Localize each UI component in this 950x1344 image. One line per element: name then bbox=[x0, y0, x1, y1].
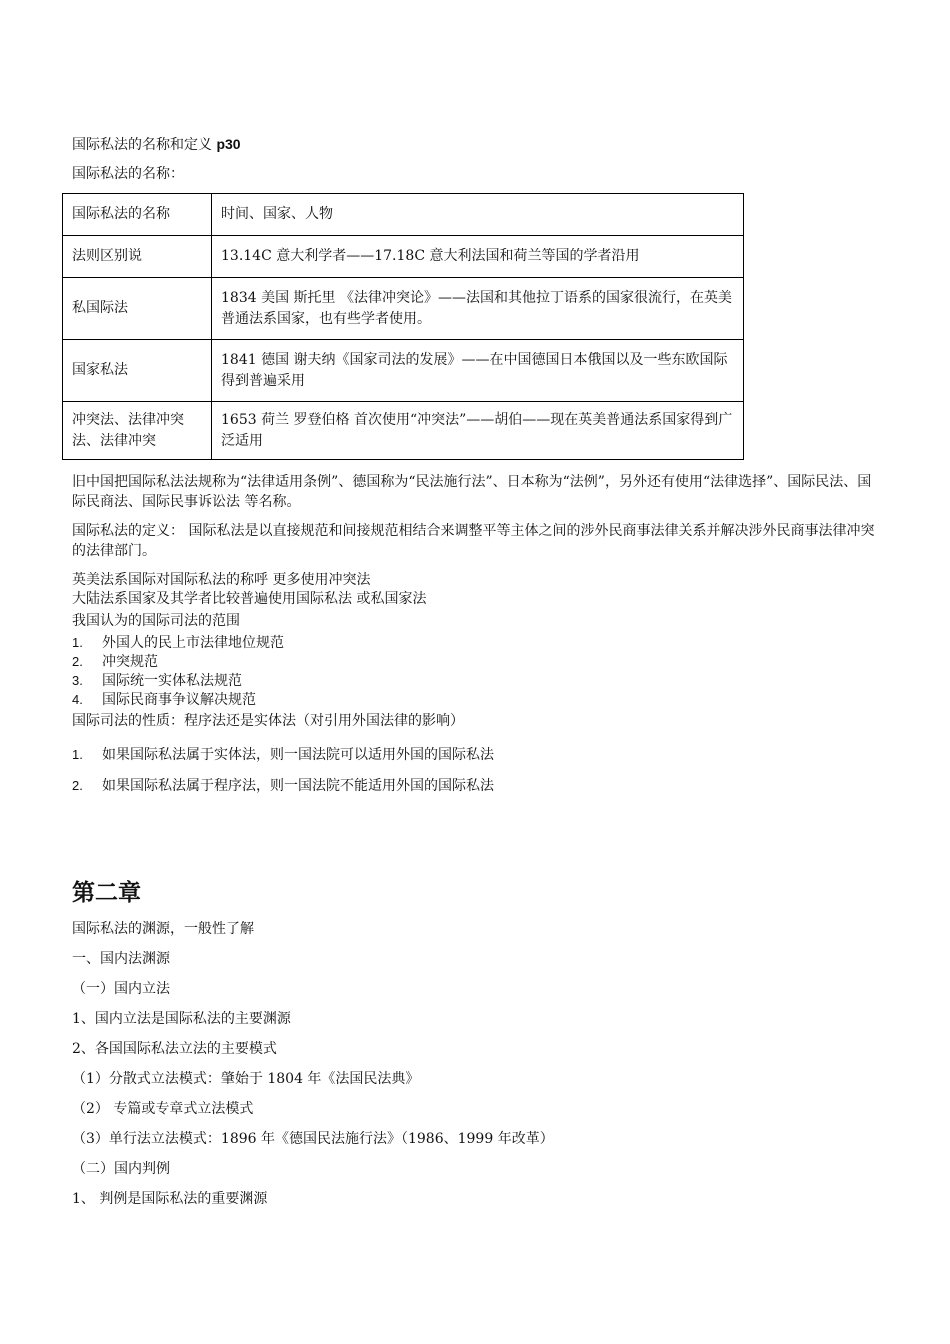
table-cell-desc: 1834 美国 斯托里 《法律冲突论》——法国和其他拉丁语系的国家很流行，在英美普通法系国家，也有些学者使用。 bbox=[212, 278, 744, 340]
nature-title: 国际司法的性质：程序法还是实体法（对引用外国法律的影响） bbox=[72, 713, 464, 729]
section-title bbox=[72, 135, 241, 154]
chapter-line: （一）国内立法 bbox=[72, 981, 170, 997]
table-cell-desc: 1653 荷兰 罗登伯格 首次使用“冲突法”——胡伯——现在英美普通法系国家得到广泛适用 bbox=[212, 402, 744, 460]
table-row bbox=[63, 278, 744, 340]
list-number: 1. bbox=[72, 747, 83, 762]
table-cell-desc: 13.14C 意大利学者——17.18C 意大利法国和荷兰等国的学者沿用 bbox=[212, 236, 744, 278]
list-item bbox=[72, 691, 256, 709]
chapter-line: 1、国内立法是国际私法的主要渊源 bbox=[72, 1011, 291, 1027]
list-item-text: 外国人的民上市法律地位规范 bbox=[102, 635, 284, 651]
table-row bbox=[63, 194, 744, 236]
list-number: 2. bbox=[72, 778, 83, 793]
list-item-text: 冲突规范 bbox=[102, 654, 158, 670]
other-names-paragraph: 旧中国把国际私法法规称为“法律适用条例”、德国称为“民法施行法”、日本称为“法例”，另外还有使用“法律选择”、国际民法、国际民商法、国际民事诉讼法 等名称。 bbox=[72, 474, 872, 510]
list-number: 2. bbox=[72, 654, 83, 669]
definition-paragraph: 国际私法的定义： 国际私法是以直接规范和间接规范相结合来调整平等主体之间的涉外民商事法律关系并解决涉外民商事法律冲突的法律部门。 bbox=[72, 523, 875, 559]
chapter-line: 2、各国国际私法立法的主要模式 bbox=[72, 1041, 277, 1057]
usage-line: 英美法系国际对国际私法的称呼 更多使用冲突法 bbox=[72, 572, 371, 588]
table-cell-name: 法则区别说 bbox=[63, 236, 212, 278]
list-item bbox=[72, 672, 242, 690]
table-cell-name: 国家私法 bbox=[63, 340, 212, 402]
list-item-text: 如果国际私法属于实体法，则一国法院可以适用外国的国际私法 bbox=[102, 747, 494, 763]
table-row bbox=[63, 236, 744, 278]
list-item bbox=[72, 777, 494, 795]
chapter-line: （3）单行法立法模式：1896 年《德国民法施行法》（1986、1999 年改革） bbox=[72, 1131, 554, 1147]
table-cell-desc: 时间、国家、人物 bbox=[212, 194, 744, 236]
list-item bbox=[72, 634, 284, 652]
usage-line: 大陆法系国家及其学者比较普遍使用国际私法 或私国家法 bbox=[72, 591, 427, 607]
chapter-line: 1、 判例是国际私法的重要渊源 bbox=[72, 1191, 268, 1207]
list-item-text: 如果国际私法属于程序法，则一国法院不能适用外国的国际私法 bbox=[102, 778, 494, 794]
table-cell-desc: 1841 德国 谢夫纳《国家司法的发展》——在中国德国日本俄国以及一些东欧国际得到普遍采用 bbox=[212, 340, 744, 402]
table-cell-name: 冲突法、法律冲突法、法律冲突 bbox=[63, 402, 212, 460]
names-label: 国际私法的名称： bbox=[72, 166, 184, 182]
names-table bbox=[62, 193, 744, 460]
list-item-text: 国际民商事争议解决规范 bbox=[102, 692, 256, 708]
list-item-text: 国际统一实体私法规范 bbox=[102, 673, 242, 689]
table-row bbox=[63, 402, 744, 460]
list-item bbox=[72, 653, 158, 671]
page-reference: p30 bbox=[216, 136, 241, 152]
list-item bbox=[72, 746, 494, 764]
chapter-line: 一、国内法渊源 bbox=[72, 951, 170, 967]
chapter-heading: 第二章 bbox=[72, 880, 141, 906]
chapter-line: 国际私法的渊源，一般性了解 bbox=[72, 921, 254, 937]
table-cell-name: 私国际法 bbox=[63, 278, 212, 340]
list-number: 3. bbox=[72, 673, 83, 688]
scope-title: 我国认为的国际司法的范围 bbox=[72, 613, 240, 629]
chapter-line: （1）分散式立法模式：肇始于 1804 年《法国民法典》 bbox=[72, 1071, 420, 1087]
section-title-text: 国际私法的名称和定义 bbox=[72, 137, 212, 153]
table-row bbox=[63, 340, 744, 402]
list-number: 4. bbox=[72, 692, 83, 707]
list-number: 1. bbox=[72, 635, 83, 650]
chapter-line: （2） 专篇或专章式立法模式 bbox=[72, 1101, 254, 1117]
table-cell-name: 国际私法的名称 bbox=[63, 194, 212, 236]
chapter-line: （二）国内判例 bbox=[72, 1161, 170, 1177]
